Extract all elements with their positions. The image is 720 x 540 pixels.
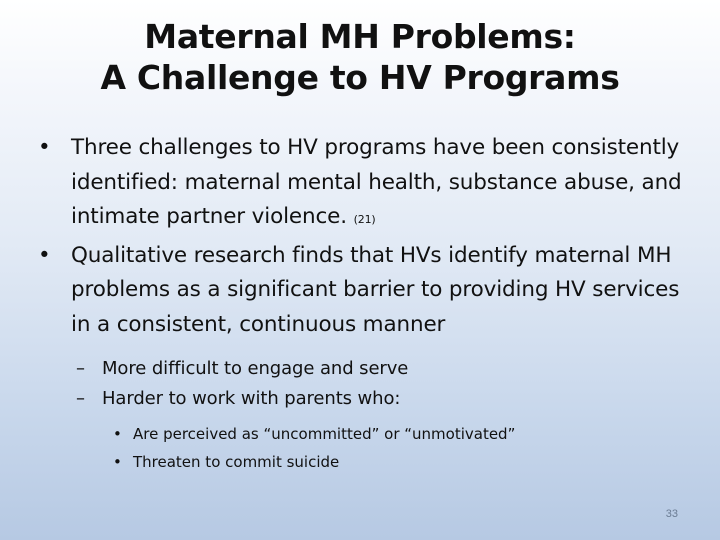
subsubbullet-text: Are perceived as “uncommitted” or “unmotivated” [133,425,516,443]
title-line-2: A Challenge to HV Programs [100,58,620,97]
subbullet-item [38,384,698,414]
subbullet-text: More difficult to engage and serve [102,358,409,379]
citation: (21) [353,213,376,226]
bullet-text: Three challenges to HV programs have been consistently identified: maternal mental health, substance abuse, and intimate partner violence. [71,135,682,229]
slide-title [0,16,720,98]
dash-icon: – [76,358,85,379]
subbullet-item [38,354,698,384]
bullet-text: Qualitative research finds that HVs identify maternal MH problems as a significant barrier to providing HV services in a consistent, continuous manner [71,242,680,337]
bullet-icon: • [113,425,122,443]
subbullet-text: Harder to work with parents who: [102,388,401,409]
slide-body [38,131,698,476]
dash-icon: – [76,388,85,409]
title-line-1: Maternal MH Problems: [144,17,576,56]
bullet-item [38,131,698,238]
subsubbullet-text: Threaten to commit suicide [133,453,340,471]
bullet-icon: • [113,453,122,471]
subsubbullet-item [38,448,698,476]
bullet-icon: • [38,242,51,268]
page-number: 33 [665,508,678,520]
bullet-item [38,239,698,343]
subsubbullet-item [38,420,698,448]
bullet-icon: • [38,135,51,160]
